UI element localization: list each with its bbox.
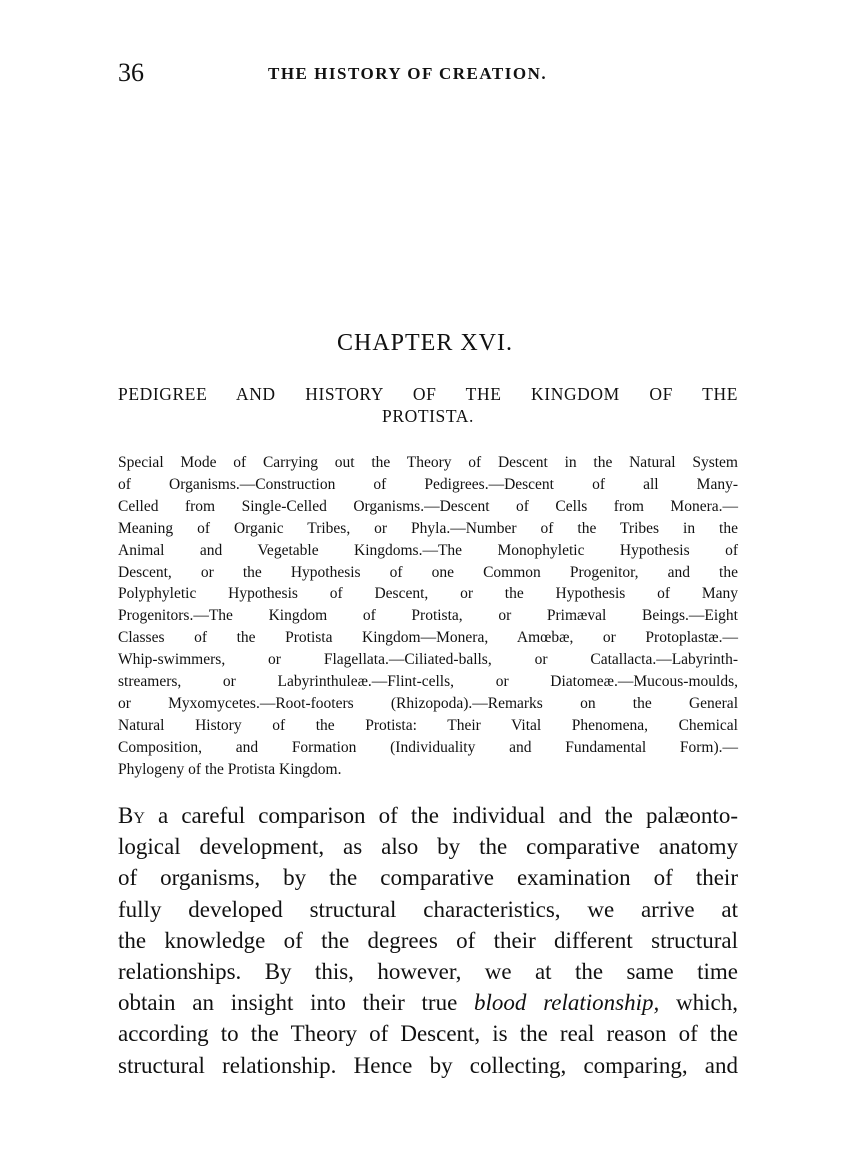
body-line: the knowledge of the degrees of their different structural: [118, 927, 738, 953]
running-head: [118, 58, 738, 92]
summary-line: Progenitors.—The Kingdom of Protista, or Primæval Beings.—Eight: [118, 607, 738, 625]
summary-line: Composition, and Formation (Individuality and Fundamental Form).—: [118, 738, 738, 756]
chapter-title: [118, 383, 738, 427]
summary-paragraph: [118, 452, 738, 781]
body-paragraph: [118, 800, 738, 1081]
body-line: of organisms, by the comparative examination of their: [118, 865, 738, 891]
body-line: according to the Theory of Descent, is the real reason of the: [118, 1021, 738, 1047]
summary-line: Celled from Single-Celled Organisms.—Descent of Cells from Monera.—: [118, 497, 738, 515]
body-line: logical development, as also by the comparative anatomy: [118, 834, 738, 860]
summary-line: Meaning of Organic Tribes, or Phyla.—Number of the Tribes in the: [118, 519, 738, 537]
summary-line: Phylogeny of the Protista Kingdom.: [118, 760, 342, 778]
body-line: [118, 987, 738, 1018]
body-line: structural relationship. Hence by collecting, comparing, and: [118, 1052, 738, 1078]
summary-line: Polyphyletic Hypothesis of Descent, or the Hypothesis of Many: [118, 585, 738, 603]
italic-phrase: blood relationship,: [474, 990, 660, 1016]
initial-word: By: [118, 803, 145, 828]
chapter-title-line: PEDIGREE AND HISTORY OF THE KINGDOM OF THE: [118, 384, 738, 404]
summary-line: Animal and Vegetable Kingdoms.—The Monophyletic Hypothesis of: [118, 541, 738, 559]
chapter-number: CHAPTER XVI.: [336, 330, 513, 356]
summary-line: Classes of the Protista Kingdom—Monera, Amœbæ, or Protoplastæ.—: [118, 629, 738, 647]
body-line: [118, 800, 738, 831]
summary-line: Whip-swimmers, or Flagellata.—Ciliated-balls, or Catallacta.—Labyrinth-: [118, 651, 738, 669]
body-line-text: obtain an insight into their true: [118, 990, 475, 1016]
summary-line: Natural History of the Protista: Their Vital Phenomena, Chemical: [118, 716, 738, 734]
body-line-text: which,: [659, 990, 738, 1016]
chapter-title-line: PROTISTA.: [382, 406, 474, 426]
summary-line: or Myxomycetes.—Root-footers (Rhizopoda).—Remarks on the General: [118, 694, 738, 712]
page-number: 36: [118, 58, 144, 87]
summary-line: Descent, or the Hypothesis of one Common Progenitor, and the: [118, 563, 738, 581]
running-title: THE HISTORY OF CREATION.: [268, 64, 548, 83]
summary-line: streamers, or Labyrinthuleæ.—Flint-cells, or Diatomeæ.—Mucous-moulds,: [118, 673, 738, 691]
body-line: relationships. By this, however, we at the same time: [118, 959, 738, 985]
summary-line: of Organisms.—Construction of Pedigrees.—Descent of all Many-: [118, 475, 738, 493]
body-line: fully developed structural characteristics, we arrive at: [118, 896, 738, 922]
body-line-text: a careful comparison of the individual and the palæonto-: [144, 803, 738, 828]
chapter-summary: [118, 452, 738, 781]
summary-line: Special Mode of Carrying out the Theory of Descent in the Natural System: [118, 454, 738, 471]
